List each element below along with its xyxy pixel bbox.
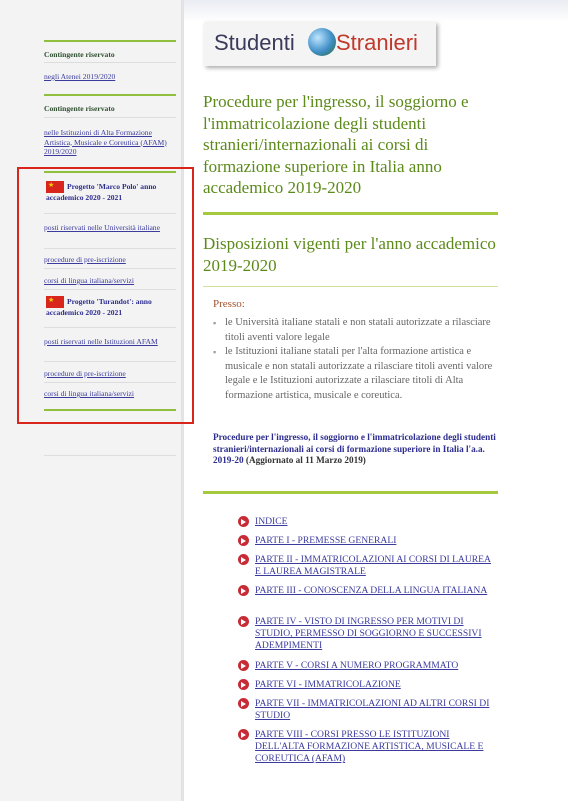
arrow-circle-icon (238, 585, 249, 596)
studenti-stranieri-logo[interactable] (204, 22, 436, 66)
sidebar-divider (44, 40, 176, 42)
sidebar-separator (44, 62, 176, 63)
marco-polo-heading: Progetto 'Marco Polo' anno accademico 2020 - 2021 (46, 181, 157, 202)
index-link[interactable]: INDICE (255, 516, 288, 527)
turandot-heading: Progetto 'Turandot': anno accademico 2020 - 2021 (46, 296, 152, 317)
list-item: ▪ le Istituzioni italiane statali per l'alta formazione artistica e musicale e non statali autorizzate a rilasciare titoli aventi valore legale e le Istituzioni autorizzate a rilasciare titoli di Alta formazione artistica, musicale e coreutica. (213, 345, 498, 403)
turandot-link-procedure[interactable]: procedure di pre-iscrizione (44, 369, 126, 378)
arrow-circle-icon (238, 679, 249, 690)
index-link[interactable]: PARTE I - PREMESSE GENERALI (255, 535, 397, 546)
marco-polo-link-posti[interactable]: posti riservati nelle Università italiane (44, 223, 160, 232)
list-item: ▪ le Università italiane statali e non statali autorizzate a rilasciare titoli aventi valore legale (213, 316, 498, 345)
sidebar-heading: Contingente riservato (44, 104, 115, 113)
marco-polo-link-procedure[interactable]: procedure di pre-iscrizione (44, 255, 126, 264)
sidebar-divider (44, 94, 176, 96)
sidebar-separator (44, 455, 176, 456)
arrow-circle-icon (238, 516, 249, 527)
page-title: Procedure per l'ingresso, il soggiorno e l'immatricolazione degli studenti stranieri/internazionali ai corsi di formazione superiore in Italia anno accademico 2019-2020 (203, 92, 469, 197)
procedure-link[interactable]: Procedure per l'ingresso, il soggiorno e l'immatricolazione degli studenti stranieri/internazionali ai corsi di formazione superiore in Italia l'a.a. 2019-20 (213, 432, 496, 465)
title-divider (203, 212, 498, 215)
arrow-circle-icon (238, 616, 249, 627)
highlight-box (17, 167, 194, 424)
arrow-circle-icon (238, 729, 249, 740)
index-link[interactable]: PARTE VI - IMMATRICOLAZIONE (255, 679, 401, 690)
arrow-circle-icon (238, 554, 249, 565)
sidebar-separator (44, 117, 176, 118)
procedure-paragraph (213, 432, 498, 467)
subtitle-divider (203, 286, 498, 287)
index-divider (203, 491, 498, 494)
index-link[interactable]: PARTE III - CONOSCENZA DELLA LINGUA ITALIANA (255, 585, 488, 596)
index-link[interactable]: PARTE IV - VISTO DI INGRESSO PER MOTIVI DI STUDIO, PERMESSO DI SOGGIORNO E SUCCESSIVI ADEMPIMENTI (255, 616, 482, 652)
index-link[interactable]: PARTE VII - IMMATRICOLAZIONI AD ALTRI CORSI DI STUDIO (255, 698, 490, 722)
arrow-circle-icon (238, 698, 249, 709)
index-link[interactable]: PARTE VIII - CORSI PRESSO LE ISTITUZIONI DELL'ALTA FORMAZIONE ARTISTICA, MUSICALE E COREUTICA (AFAM) (255, 729, 484, 765)
presso-label: Presso: (213, 298, 245, 310)
arrow-circle-icon (238, 660, 249, 671)
institution-list (213, 316, 498, 403)
sidebar-link-atenei[interactable]: negli Atenei 2019/2020 (44, 72, 116, 81)
globe-icon (308, 28, 336, 56)
logo-text-stranieri: Stranieri (336, 30, 418, 55)
marco-polo-link-corsi[interactable]: corsi di lingua italiana/servizi (44, 276, 135, 285)
index-link[interactable]: PARTE V - CORSI A NUMERO PROGRAMMATO (255, 660, 459, 671)
index-link[interactable]: PARTE II - IMMATRICOLAZIONI AI CORSI DI LAUREA E LAUREA MAGISTRALE (255, 554, 491, 578)
turandot-link-posti[interactable]: posti riservati nelle Istituzioni AFAM (44, 337, 158, 346)
sidebar-link-afam[interactable]: nelle Istituzioni di Alta Formazione Artistica, Musicale e Coreutica (AFAM) 2019/2020 (44, 128, 167, 156)
page-subtitle: Disposizioni vigenti per l'anno accademico 2019-2020 (203, 234, 496, 275)
update-note: (Aggiornato al 11 Marzo 2019) (243, 455, 366, 465)
arrow-circle-icon (238, 535, 249, 546)
turandot-link-corsi[interactable]: corsi di lingua italiana/servizi (44, 389, 135, 398)
logo-text-studenti: Studenti (214, 30, 295, 55)
sidebar-heading: Contingente riservato (44, 50, 115, 59)
